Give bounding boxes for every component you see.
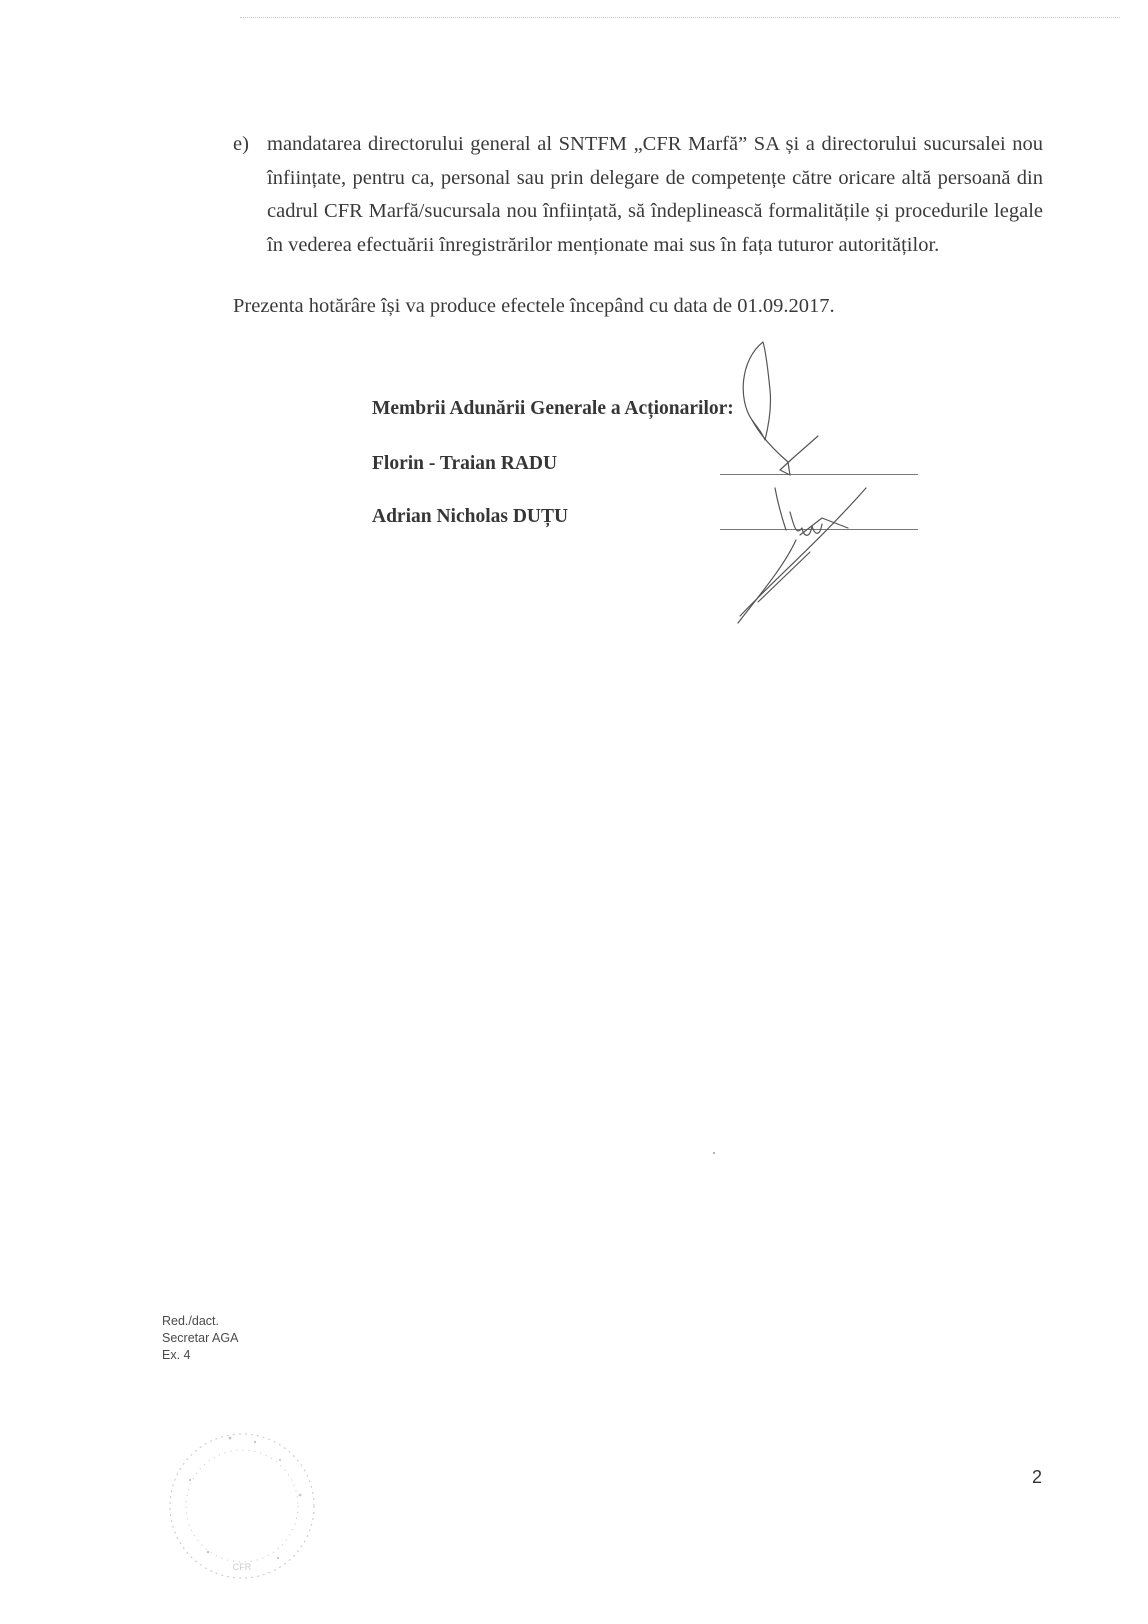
footer-note-line-3: Ex. 4	[162, 1348, 191, 1362]
list-item-text: mandatarea directorului general al SNTFM „CFR Marfă” SA și a directorului sucursalei nou înființate, pentru ca, personal sau prin delegare de competențe către oricare altă persoană din cadrul CFR Marfă/sucursala nou înființată, să îndeplinească formalitățile și procedurile legale în vederea efectuării înregistrărilor menționate mai sus în fața tuturor autorităților.	[267, 133, 1043, 256]
member-name-2: Adrian Nicholas DUȚU	[372, 506, 569, 527]
footer-note-line-2: Secretar AGA	[162, 1331, 239, 1345]
svg-text:CFR: CFR	[232, 1562, 252, 1572]
scan-artifact-line	[240, 17, 1120, 18]
footer-note-line-1: Red./dact.	[162, 1314, 219, 1328]
scan-speck	[713, 1152, 715, 1154]
effect-statement: Prezenta hotărâre își va produce efectele începând cu data de 01.09.2017.	[233, 295, 835, 317]
list-item-e	[233, 128, 1043, 262]
handwritten-signature	[700, 340, 930, 630]
page-number: 2	[1032, 1467, 1043, 1487]
list-item-marker: e)	[233, 133, 249, 155]
member-name-1: Florin - Traian RADU	[372, 453, 558, 474]
footer-note	[162, 1313, 238, 1364]
faded-round-stamp	[160, 1420, 325, 1590]
board-members-heading: Membrii Adunării Generale a Acționarilor:	[372, 398, 734, 419]
